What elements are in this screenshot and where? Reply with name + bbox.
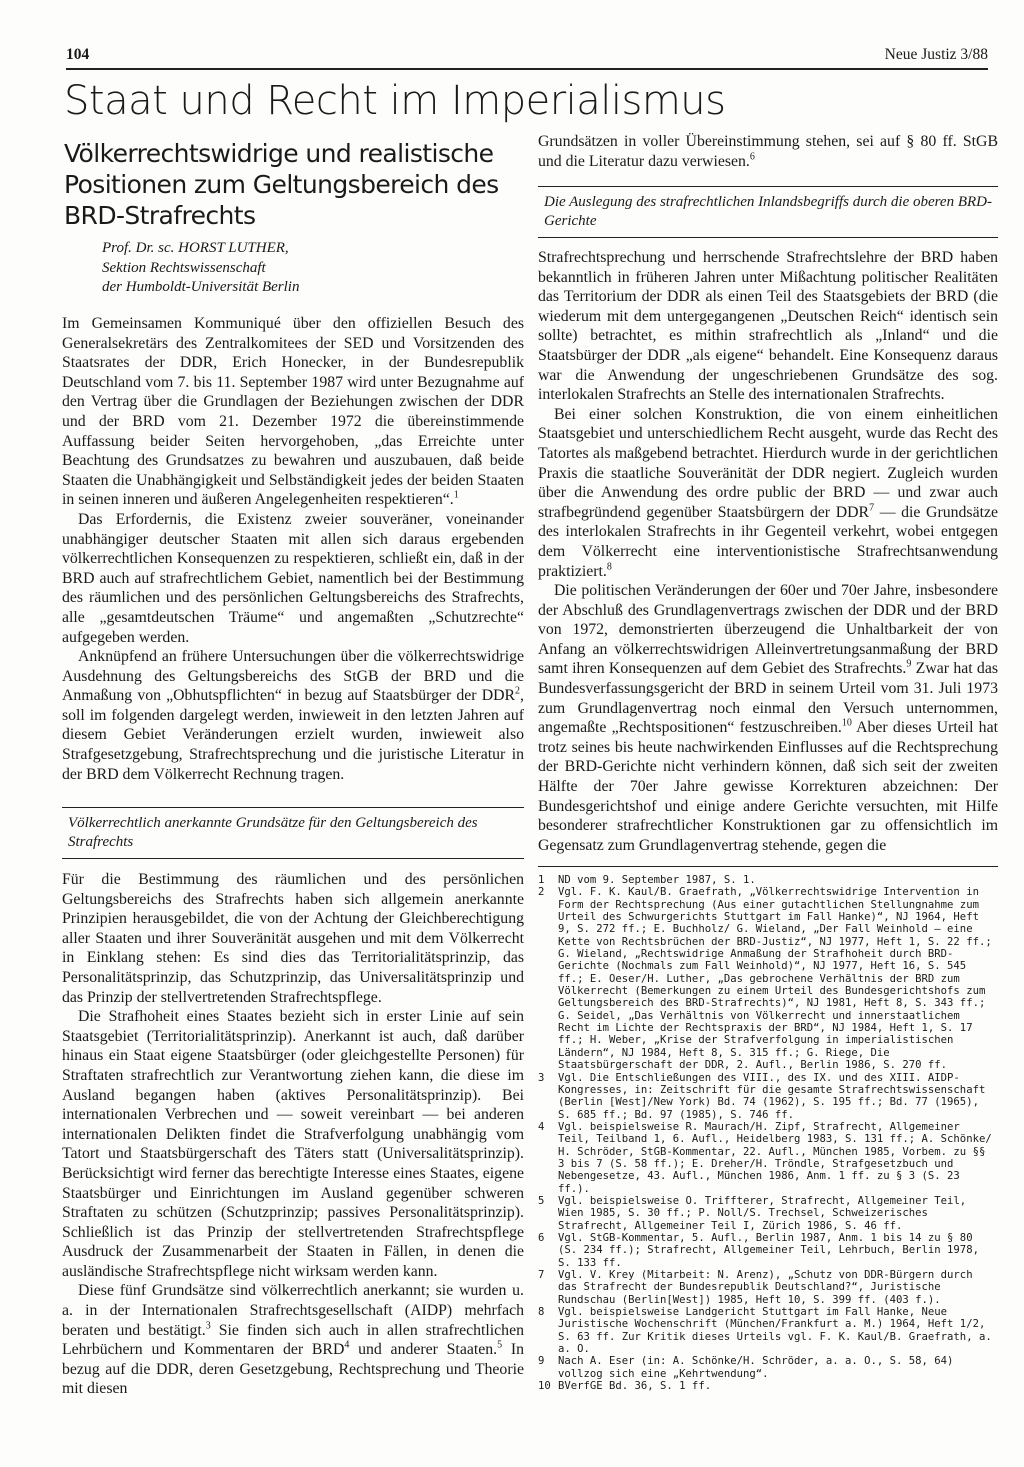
- footnote-ref: 1: [453, 490, 459, 502]
- running-header: [66, 46, 988, 68]
- footnotes: [538, 874, 998, 1392]
- author-block: [102, 239, 522, 298]
- section-rubric: Staat und Recht im Imperialismus: [64, 78, 726, 124]
- paragraph: Das Erfordernis, die Existenz zweier souveräner, voneinander unabhängiger deutscher Staaten mit allen sich daraus ergebenden völkerrechtlichen Konsequenzen zu respektieren, schließt ein, daß in der BRD auch auf strafrechtlichem Gebiet, namentlich bei der Bestimmung des räumlichen und des persönlichen Geltungsbereichs des Strafrechts, alle „gesamtdeutschen Träume“ und angemaßten „Schutzrechte“ aufgegeben werden.: [62, 510, 524, 646]
- footnote: 10 BVerfGE Bd. 36, S. 1 ff.: [538, 1380, 712, 1393]
- footnote-ref: 3: [205, 1320, 211, 1332]
- paragraph: Bei einer solchen Konstruktion, die von einem einheitlichen Staatsgebiet und unterschiedlichem Recht ausgeht, wurde das Recht des Tatortes als maßgebend betrachtet. Hierdurch wurde in der gerichtlichen Praxis die staatliche Souveränität der DDR negiert. Zugleich wurden über die Anwendung des ordre public der BRD — und zwar auch strafbegründend gegenüber Staatsbürgern der DDR$^7$ — die Grundsätze des interlokalen Strafrechts in ihr Gegenteil verkehrt, wobei entgegen dem Völkerrecht eine interventionistische Strafrechtsanwendung praktiziert.$^8$: [538, 405, 998, 580]
- header-rule: [66, 68, 988, 70]
- right-column-top: [538, 132, 998, 171]
- author-section: Sektion Rechtswissenschaft: [102, 259, 266, 276]
- footnote-rule: [538, 866, 998, 867]
- footnote: 4 Vgl. beispielsweise R. Maurach/H. Zipf, Strafrecht, Allgemeiner Teil, Teilband 1, 6. Aufl., Heidelberg 1983, S. 131 ff.; A. Schönke/ H. Schröder, StGB-Kommentar, 22. Aufl., München 1985, Vorbem. zu §§ 3 bis 7 (S. 58 ff.); E. Dreher/H. Tröndle, Strafgesetzbuch und Nebengesetze, 43. Aufl., München 1986, Anm. 1 ff. zu § 3 (S. 23 ff.).: [538, 1120, 992, 1195]
- footnote-ref: 10: [841, 717, 852, 729]
- paragraph: Für die Bestimmung des räumlichen und des persönlichen Geltungsbereichs des Strafrechts haben sich allgemein anerkannte Prinzipien herausgebildet, die von der Achtung der Gleichberechtigung aller Staaten und ihrer Souveränität ausgehen und mit dem Völkerrecht in Einklang stehen: Es sind dies das Territorialitätsprinzip, das Personalitätsprinzip, das Schutzprinzip, das Universalitätsprinzip und das Prinzip der stellvertretenden Strafrechtspflege.: [62, 871, 524, 1006]
- footnote-ref: 6: [749, 151, 755, 163]
- section-subheading: Die Auslegung des strafrechtlichen Inlandsbegriffs durch die oberen BRD-Gerichte: [538, 186, 998, 238]
- author-university: der Humboldt-Universität Berlin: [102, 279, 300, 295]
- footnote-ref: 7: [869, 502, 875, 514]
- footnote-ref: 5: [497, 1339, 503, 1351]
- footnote: 5 Vgl. beispielsweise O. Triffterer, Strafrecht, Allgemeiner Teil, Wien 1985, S. 30 ff.; P. Noll/S. Trechsel, Schweizerisches Strafrecht, Allgemeiner Teil I, Zürich 1986, S. 46 ff.: [538, 1194, 967, 1232]
- footnote-ref: 8: [606, 561, 612, 573]
- right-column-body: [538, 248, 998, 855]
- paragraph: Strafrechtsprechung und herrschende Strafrechtslehre der BRD haben bekanntlich in früheren Jahren unter Mißachtung politischer Realitäten das Territorium der DDR als einen Teil des Staatsgebiets der BRD (die wiederum mit dem untergegangenen „Deutschen Reich“ identisch sein sollte) betrachtet, es mithin strafrechtlich als „Inland“ und die Staatsbürger der DDR „als eigene“ behandelt. Eine Konsequenz daraus war die Anwendung der ungeschriebenen Grundsätze des sog. interlokalen Strafrechts an Stelle des internationalen Strafrechts.: [538, 249, 998, 404]
- footnote: 8 Vgl. beispielsweise Landgericht Stuttgart im Fall Hanke, Neue Juristische Wochenschrift (München/Frankfurt a. M.) 1964, Heft 1/2, S. 63 ff. Zur Kritik dieses Urteils vgl. F. K. Kaul/B. Graefrath, a. a. O.: [538, 1306, 992, 1356]
- left-column-top: [62, 314, 524, 784]
- author-name: Prof. Dr. sc. HORST LUTHER,: [102, 240, 289, 256]
- journal-issue: Neue Justiz 3/88: [884, 46, 988, 63]
- paragraph: Diese fünf Grundsätze sind völkerrechtlich anerkannt; sie wurden u. a. in der Internationalen Strafrechtsgesellschaft (AIDP) mehrfach beraten und bestätigt.$^3$ Sie finden sich auch in allen strafrechtlichen Lehrbüchern und Kommentaren der BRD$^4$ und anderer Staaten.$^5$ In bezug auf die DDR, deren Gesetzgebung, Rechtsprechung und Theorie mit diesen: [62, 1282, 525, 1398]
- paragraph: Anknüpfend an frühere Untersuchungen über die völkerrechtswidrige Ausdehnung des Geltungsbereichs des StGB der BRD und die Anmaßung von „Obhutspflichten“ in bezug auf Staatsbürger der DDR$^2$, soll im folgenden dargelegt werden, inwieweit in den letzten Jahren auf diesem Gebiet Veränderungen erzielt wurden, inwieweit also Strafgesetzgebung, Strafrechtsprechung und die juristische Literatur in der BRD dem Völkerrecht Rechnung tragen.: [62, 648, 524, 783]
- footnote-ref: 9: [906, 659, 912, 671]
- page-number: 104: [66, 46, 90, 63]
- paragraph: Grundsätzen in voller Übereinstimmung stehen, sei auf § 80 ff. StGB und die Literatur dazu verwiesen.$^6$: [538, 133, 998, 170]
- paragraph: Die politischen Veränderungen der 60er und 70er Jahre, insbesondere der Abschluß des Grundlagenvertrags zwischen der DDR und der BRD von 1972, demonstrierten überzeugend die Unhaltbarkeit der von Anfang an völkerrechtswidrigen Alleinvertretungsanmaßung der BRD samt ihren Konsequenzen auf dem Gebiet des Strafrechts.$^9$ Zwar hat das Bundesverfassungsgericht der BRD in seinem Urteil vom 31. Juli 1973 zum Grundlagenvertrag noch einmal den Versuch unternommen, angemaßte „Rechtspositionen“ festzuschreiben.$^{10}$ Aber dieses Urteil hat trotz seines bis heute nachwirkenden Einflusses auf die Rechtsprechung der BRD-Gerichte nicht verhindern können, daß sich seit der zweiten Hälfte der 70er Jahre gewisse Korrekturen abzeichnen: Der Bundesgerichtshof und einige andere Gerichte versuchten, mit Hilfe besonderer strafrechtlicher Konstruktionen gar zu offensichtlich im Gegensatz zum Grundlagenvertrag stehende, gegen die: [538, 582, 998, 854]
- paragraph: Im Gemeinsamen Kommuniqué über den offiziellen Besuch des Generalsekretärs des Zentralkomitees der SED und Vorsitzenden des Staatsrates der DDR, Erich Honecker, in der Bundesrepublik Deutschland vom 7. bis 11. September 1987 wird unter Bezugnahme auf den Vertrag über die Grundlagen der Beziehungen zwischen der DDR und der BRD vom 21. Dezember 1972 die übereinstimmende Auffassung beider Seiten hervorgehoben, „das Erreichte unter Beachtung des Grundsatzes zu bewahren und auszubauen, daß beide Staaten die Unabhängigkeit und Selbständigkeit jedes der beiden Staaten in seinen inneren und äußeren Angelegenheiten respektieren“.$^1$: [62, 315, 524, 509]
- footnote: 7 Vgl. V. Krey (Mitarbeit: N. Arenz), „Schutz von DDR-Bürgern durch das Strafrecht der Bundesrepublik Deutschland?“, Juristische Rundschau (Berlin[West]) 1985, Heft 10, S. 399 ff. (403 f.).: [538, 1269, 973, 1306]
- footnote: 1 ND vom 9. September 1987, S. 1.: [538, 874, 756, 886]
- footnote: 3 Vgl. Die Entschließungen des VIII., des IX. und des XIII. AIDP-Kongresses, in: Zeitschrift für die gesamte Strafrechtswissenschaft (Berlin [West]/New York) Bd. 74 (1962), S. 195 ff.; Bd. 77 (1965), S. 685 ff.; Bd. 97 (1985), S. 746 ff.: [538, 1071, 986, 1121]
- paragraph: Die Strafhoheit eines Staates bezieht sich in erster Linie auf sein Staatsgebiet (Territorialitätsprinzip). Anerkannt ist auch, daß darüber hinaus ein Staat eigene Staatsbürger (oder gleichgestellte Personen) für Straftaten strafrechtlich zur Verantwortung ziehen kann, die diese im Ausland begangen haben (aktives Personalitätsprinzip). Bei internationalen Verbrechen und — soweit vereinbart — bei anderen internationalen Delikten findet die Strafverfolgung unabhängig vom Tatort und Staatsbürgerschaft des Täters statt (Universalitätsprinzip). Berücksichtigt wird ferner das berechtigte Interesse eines Staates, eigene Staatsbürger und Einrichtungen im Ausland gegenüber schweren Straftaten zu schützen (Schutzprinzip; passives Personalitätsprinzip). Schließlich ist das Prinzip der stellvertretenden Strafrechtspflege Ausdruck der Zusammenarbeit der Staaten in Fällen, in denen die ausländische Strafrechtspflege nicht wirksam werden kann.: [62, 1008, 524, 1280]
- footnote: 2 Vgl. F. K. Kaul/B. Graefrath, „Völkerrechtswidrige Intervention in Form der Rechtsprechung (Aus einer gutachtlichen Stellungnahme zum Urteil des Schwurgerichts Stuttgart im Fall Hanke)“, NJ 1964, Heft 9, S. 272 ff.; E. Buchholz/ G. Wieland, „Der Fall Weinhold — eine Kette von Rechtsbrüchen der BRD-Justiz“, NJ 1977, Heft 1, S. 22 ff.; G. Wieland, „Rechtswidrige Anmaßung der Strafhoheit durch BRD-Gerichte (Nochmals zum Fall Weinhold)“, NJ 1977, Heft 16, S. 545 ff.; E. Oeser/H. Luther, „Das gebrochene Verhältnis der BRD zum Völkerrecht (Bemerkungen zu einem Urteil des Bundesgerichtshofs zum Geltungsbereich des BRD-Strafrechts)“, NJ 1981, Heft 8, S. 343 ff.; G. Seidel, „Das Verhältnis von Völkerrecht und innerstaatlichem Recht im Lichte der Rechtspraxis der BRD“, NJ 1984, Heft 1, S. 17 ff.; H. Weber, „Krise der Strafverfolgung in imperialistischen Ländern“, NJ 1984, Heft 8, S. 315 ff.; G. Riege, Die Staatsbürgerschaft der DDR, 2. Aufl., Berlin 1986, S. 270 ff.: [538, 886, 992, 1072]
- footnote: 9 Nach A. Eser (in: A. Schönke/H. Schröder, a. a. O., S. 58, 64) vollzog sich eine „Kehrtwendung“.: [538, 1355, 954, 1380]
- footnote: 6 Vgl. StGB-Kommentar, 5. Aufl., Berlin 1987, Anm. 1 bis 14 zu § 80 (S. 234 ff.); Strafrecht, Allgemeiner Teil, Lehrbuch, Berlin 1978, S. 133 ff.: [538, 1231, 979, 1269]
- footnote-ref: 2: [515, 686, 521, 698]
- article-title: Völkerrechtswidrige und realistische Positionen zum Geltungsbereich des BRD-Strafrechts: [64, 139, 499, 230]
- section-subheading: Völkerrechtlich anerkannte Grundsätze für den Geltungsbereich des Strafrechts: [62, 807, 524, 859]
- left-column-bottom: [62, 870, 524, 1399]
- footnote-ref: 4: [344, 1339, 350, 1351]
